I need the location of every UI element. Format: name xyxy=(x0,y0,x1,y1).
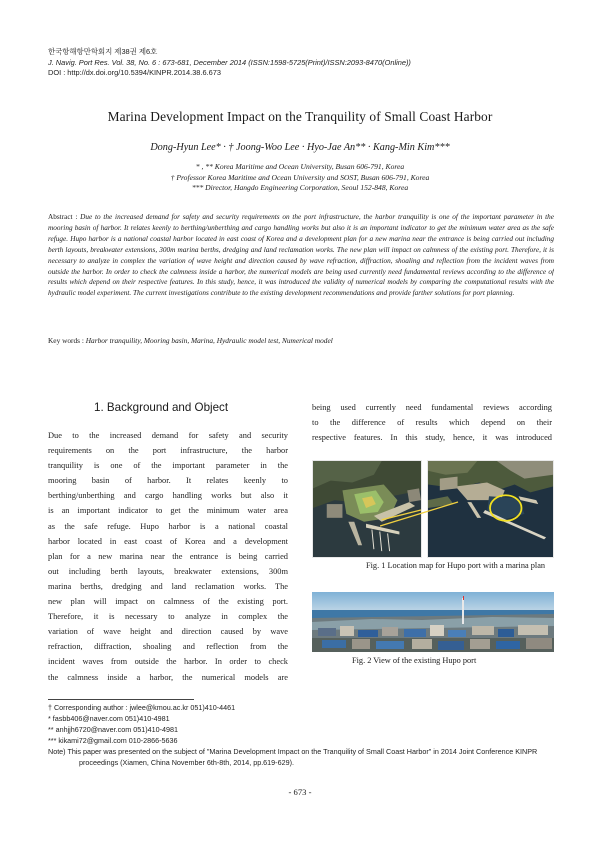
journal-citation: J. Navig. Port Res. Vol. 38, No. 6 : 673-681, December 2014 (ISSN:1598-5725(Print)/ISSN:2093-8470(Online)) xyxy=(48,57,411,67)
affiliation-3: *** Director, Hangdo Engineering Corporation, Seoul 152-848, Korea xyxy=(191,183,409,193)
page-number: - 673 - xyxy=(288,787,312,797)
journal-header xyxy=(48,47,411,79)
body-line: Therefore, it is necessary to analyze in complex the xyxy=(48,612,288,622)
body-line: harbor located in east coast of Korea and a development xyxy=(48,536,288,546)
affiliation-1: * , ** Korea Maritime and Ocean University, Busan 606-791, Korea xyxy=(195,162,405,171)
footnote-corresponding: † Corresponding author : jwlee@kmou.ac.kr 051)410-4461 xyxy=(48,703,236,712)
footnote-author-2: ** anhjjh6720@naver.com 051)410-4981 xyxy=(48,724,178,734)
keywords-label: Key words : xyxy=(48,336,86,345)
body-line: to the difference of results which depend on their xyxy=(312,418,552,428)
body-line: Due to the increased demand for safety and security xyxy=(48,431,288,440)
abstract-text: Due to the increased demand for safety and security requirements on the port infrastructure, the harbor tranquility is one of the important parameter in the mooring basin of harbor. It relates keenly to berthing/unberthing and cargo handling works but also it is an important indicator to get the minimum water area as the safe refuge. Hupo harbor is a national coastal harbor located in east coast of Korea and a development plan for a new marina near the entrance is being carried out including berth layouts, breakwater extensions, 300m marina berths, dredging and land reclamation works. The new plan will impact on calmness of the existing port. Therefore, it is necessary to analyze in complex the variation of wave height and direction caused by wave refraction, diffraction, shoaling and reflection from the incident waves from outside the harbor. In order to check the calmness inside a harbor, the numerical models are being used currently need fundamental reviews according to the difference of results which depend on their respective features. In this study, hence, it was introduced the validity of numerical models by comparing the computational results with the hydraulic model experiment. The current investigations contribute to the existing development recommendations and provide farther solutions for port planning. xyxy=(48,213,554,298)
body-line: respective features. In this study, hence, it was introduced xyxy=(312,433,552,443)
paper-title: Marina Development Impact on the Tranquility of Small Coast Harbor xyxy=(107,109,493,124)
figure-connector-line xyxy=(380,500,460,530)
footnote-author-1: * fasbb406@naver.com 051)410-4981 xyxy=(48,713,170,723)
body-line: marina berths, dredging and land reclamation works. The xyxy=(48,581,288,591)
body-line: is an important indicator to get the minimum water area xyxy=(48,506,288,516)
body-column-right xyxy=(312,400,552,445)
body-line: berthing/unberthing and cargo handling works but also it xyxy=(48,491,288,501)
affiliation-2: † Professor Korea Maritime and Ocean University and SOST, Busan 606-791, Korea xyxy=(170,172,430,182)
body-line: tranquility is one of the important parameter in the xyxy=(48,461,288,471)
abstract xyxy=(48,212,554,299)
figure-2-caption: Fig. 2 View of the existing Hupo port xyxy=(352,656,477,665)
footnotes xyxy=(48,703,558,768)
abstract-label: Abstract : xyxy=(48,213,81,221)
presentation-note: Note) This paper was presented on the subject of "Marina Development Impact on the Tranquility of Small Coast Harbor" in 2014 Joint Conference KINPR proceedings (Xiamen, China November 6th-8th, 2014, pp.619-629). xyxy=(48,746,538,767)
body-column-left xyxy=(48,428,288,685)
body-line: out including berth layouts, breakwater extensions, 300m xyxy=(48,566,288,576)
body-line: as the safe refuge. Hupo harbor is a national coastal xyxy=(48,521,288,531)
body-line: the calmness inside a harbor, the numerical models are xyxy=(48,672,288,682)
body-line: plan for a new marina near the entrance is being carried xyxy=(48,551,288,561)
affiliations xyxy=(0,162,600,194)
body-line: new plan will impact on calmness of the existing port. xyxy=(48,597,288,607)
body-line: refraction, diffraction, shoaling and reflection from the xyxy=(48,642,288,652)
journal-name-korean: 한국항해항만학회지 제38권 제6호 xyxy=(48,47,158,56)
keywords-text: Harbor tranquility, Mooring basin, Marina, Hydraulic model test, Numerical model xyxy=(85,336,333,345)
hupo-port-photo xyxy=(312,592,554,652)
body-line: incident waves from outside the harbor. In order to check xyxy=(48,657,288,667)
doi-link[interactable]: DOI : http://dx.doi.org/10.5394/KINPR.2014.38.6.673 xyxy=(48,68,221,78)
footnote-author-3: *** kikami72@gmail.com 010-2866-5636 xyxy=(48,735,178,745)
figure-1-caption: Fig. 1 Location map for Hupo port with a marina plan xyxy=(366,561,546,570)
body-line: being used currently need fundamental reviews according xyxy=(312,403,552,412)
footnote-divider xyxy=(48,699,194,700)
body-line: requirements on the port infrastructure, the harbor xyxy=(48,446,288,456)
body-line: mooring basin of harbor. It relates keenly to xyxy=(48,476,288,486)
author-list: Dong-Hyun Lee* · † Joong-Woo Lee · Hyo-Jae An** · Kang-Min Kim*** xyxy=(150,142,450,153)
keywords xyxy=(48,336,554,345)
section-heading: 1. Background and Object xyxy=(94,401,229,414)
body-line: variation of wave height and direction caused by wave xyxy=(48,627,288,637)
